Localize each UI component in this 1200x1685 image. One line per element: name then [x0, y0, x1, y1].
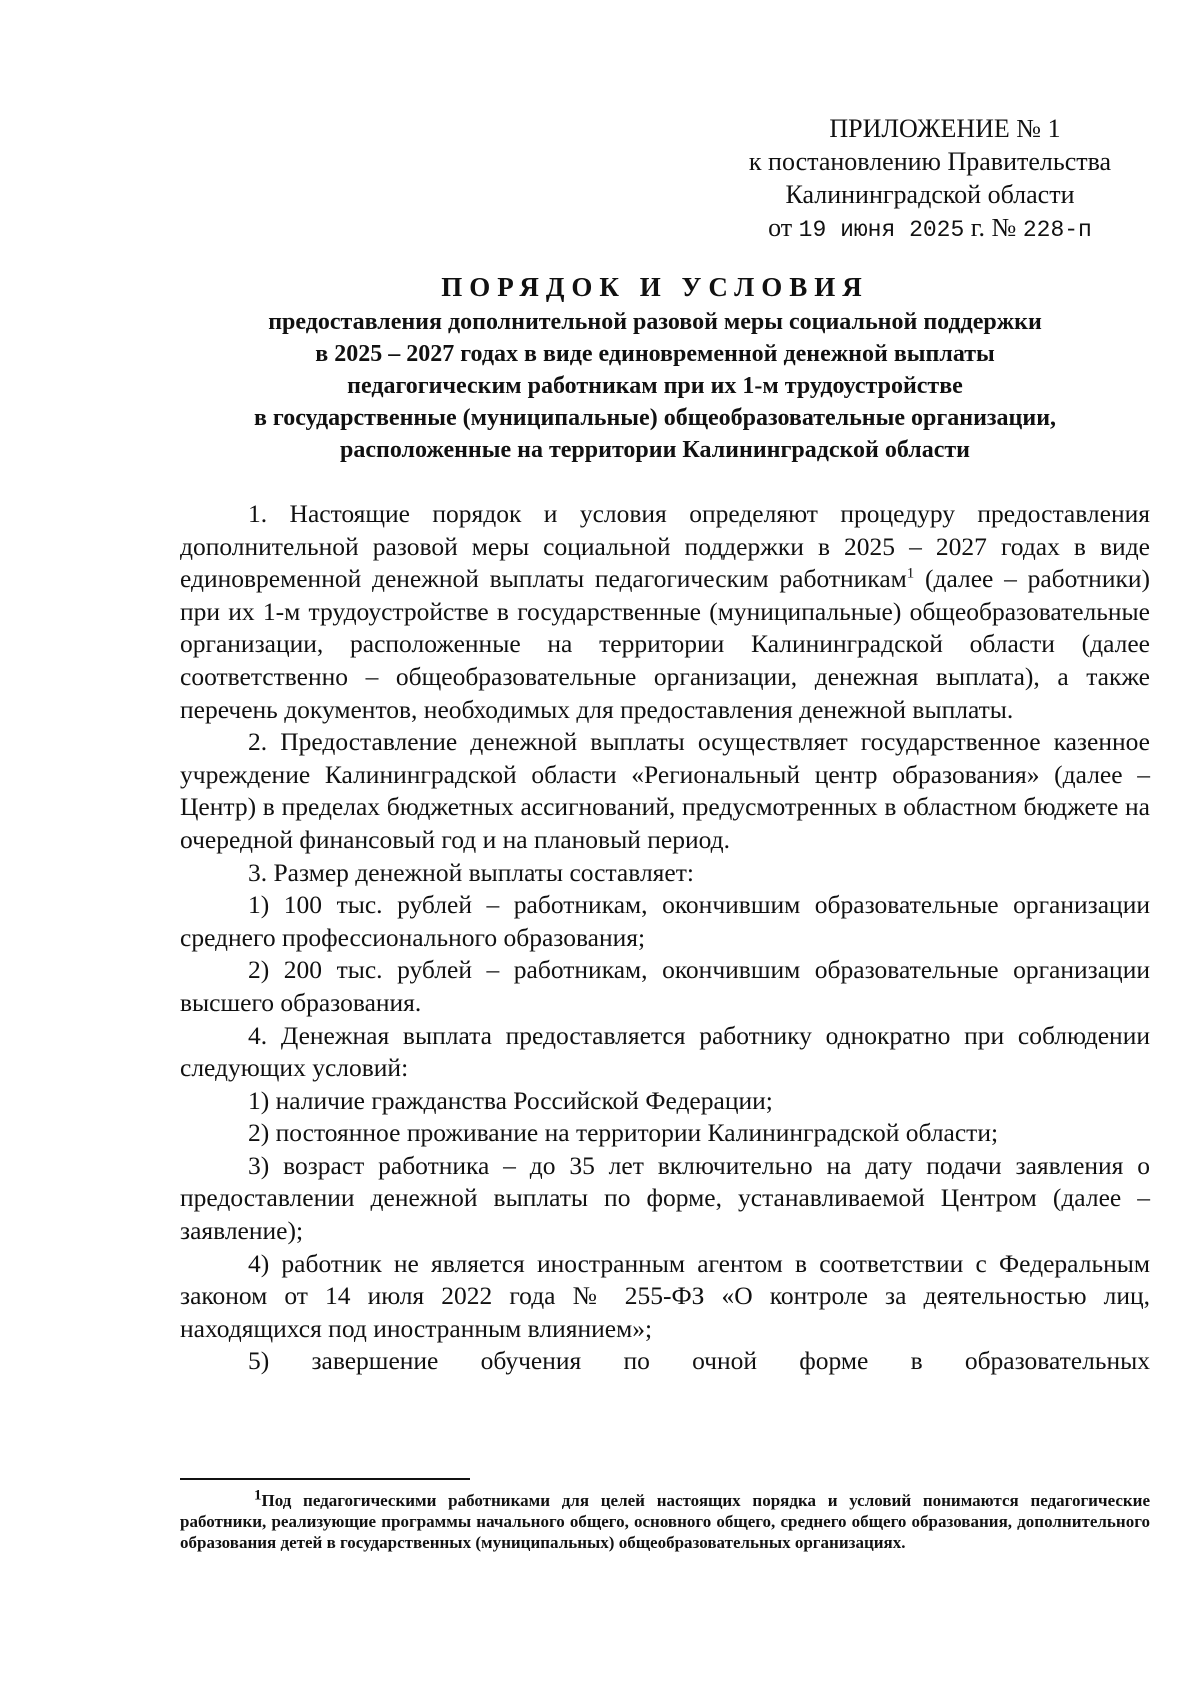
- attachment-date-line: [720, 211, 1140, 247]
- subtitle-line: в 2025 – 2027 годах в виде единовременной денежной выплаты: [315, 341, 995, 367]
- footnote-ref: 1: [906, 565, 915, 582]
- subtitle-line: предоставления дополнительной разовой меры социальной поддержки: [268, 309, 1042, 335]
- attachment-date: 19 июня 2025: [798, 217, 965, 243]
- footnote-marker: 1: [254, 1487, 262, 1504]
- paragraph-4: 4. Денежная выплата предоставляется работнику однократно при соблюдении следующих условий:: [180, 1020, 1150, 1083]
- footnote-text: Под педагогическими работниками для целей настоящих порядка и условий понимаются педагогические работники, реализующие программы начального общего, основного общего, среднего общего образования, дополнительного образования детей в государственных (муниципальных) общеобразовательных организациях.: [180, 1491, 1150, 1552]
- subtitle-line: расположенные на территории Калининградской области: [339, 437, 971, 463]
- attachment-date-prefix: от: [768, 213, 793, 242]
- paragraph-1-text-a: 1. Настоящие порядок и условия определяют процедуру предоставления дополнительной разовой меры социальной поддержки в 2025 – 2027 годах в виде единовременной денежной выплаты педагогическим работникам: [180, 499, 1150, 594]
- paragraph-4-item-1: 1) наличие гражданства Российской Федерации;: [248, 1085, 773, 1115]
- document-subtitle: [160, 306, 1150, 466]
- attachment-number: 228-п: [1022, 217, 1092, 243]
- paragraph-2: 2. Предоставление денежной выплаты осуществляет государственное казенное учреждение Калининградской области «Региональный центр образования» (далее – Центр) в пределах бюджетных ассигнований, предусмотренных в областном бюджете на очередной финансовый год и на плановый период.: [180, 727, 1150, 854]
- attachment-line-region: Калининградской области: [785, 180, 1075, 209]
- paragraph-3-item-1: 1) 100 тыс. рублей – работникам, окончившим образовательные организации среднего профессионального образования;: [180, 890, 1150, 952]
- subtitle-line: в государственные (муниципальные) общеобразовательные организации,: [253, 405, 1057, 431]
- attachment-title: ПРИЛОЖЕНИЕ № 1: [829, 114, 1061, 143]
- paragraph-3: 3. Размер денежной выплаты составляет:: [248, 857, 694, 887]
- document-body: [180, 498, 1150, 1378]
- paragraph-3-item-2: 2) 200 тыс. рублей – работникам, окончившим образовательные организации высшего образования.: [180, 955, 1150, 1017]
- paragraph-1-text-b: (далее – работники) при их 1-м трудоустройстве в государственные (муниципальные) общеобразовательные организации, расположенные на территории Калининградской области (далее соответственно – общеобразовательные организации, денежная выплата), а также перечень документов, необходимых для предоставления денежной выплаты.: [180, 564, 1150, 724]
- footnote-text-block: [180, 1487, 1150, 1553]
- attachment-header: [720, 112, 1140, 247]
- paragraph-1: [180, 498, 1150, 726]
- footnote-divider: [180, 1478, 470, 1480]
- paragraph-4-item-5: 5) завершение обучения по очной форме в образовательных: [248, 1346, 1150, 1376]
- subtitle-line: педагогическим работникам при их 1-м трудоустройстве: [347, 373, 963, 399]
- paragraph-4-item-4: 4) работник не является иностранным агентом в соответствии с Федеральным законом от 14 июля 2022 года № 255-ФЗ «О контроле за деятельностью лиц, находящихся под иностранным влиянием»;: [180, 1248, 1150, 1343]
- paragraph-4-item-2: 2) постоянное проживание на территории Калининградской области;: [248, 1118, 999, 1148]
- attachment-line-decree: к постановлению Правительства: [748, 147, 1112, 176]
- document-title: ПОРЯДОК И УСЛОВИЯ: [441, 272, 869, 302]
- footnote: [180, 1487, 1150, 1553]
- paragraph-4-item-3: 3) возраст работника – до 35 лет включительно на дату подачи заявления о предоставлении денежной выплаты по форме, устанавливаемой Центром (далее – заявление);: [180, 1150, 1150, 1246]
- attachment-date-suffix: г. №: [970, 213, 1017, 242]
